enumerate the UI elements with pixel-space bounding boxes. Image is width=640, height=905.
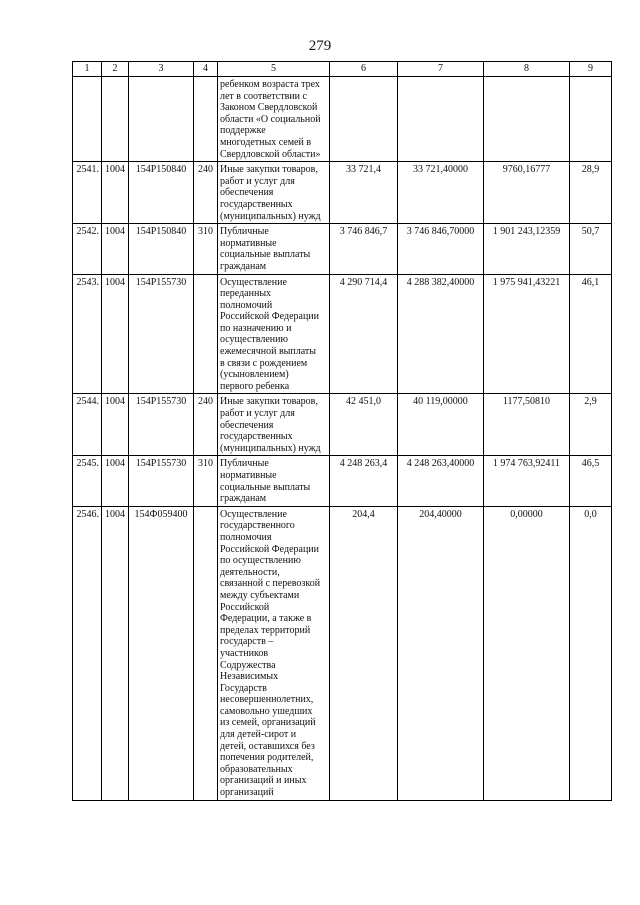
table-row [73, 274, 612, 394]
item-name-line: Российской Федерации [220, 311, 320, 323]
item-name-line: Осуществление [220, 276, 287, 288]
expense-type: 240 [194, 394, 218, 456]
planned-amount: 33 721,4 [330, 162, 398, 224]
item-name [218, 77, 330, 162]
executed-amount: 9760,16777 [484, 162, 570, 224]
item-name-line: в связи с рождением [220, 357, 308, 369]
planned-amount: 3 746 846,7 [330, 224, 398, 274]
column-number: 9 [570, 62, 612, 77]
planned-amount [330, 77, 398, 162]
target-article: 154P155730 [129, 274, 194, 394]
item-name-line: Российской Федерации [220, 543, 320, 555]
expense-type [194, 506, 218, 800]
item-name-line: государств – [220, 636, 274, 648]
item-name-line: области «О социальной [220, 113, 321, 125]
execution-percent [570, 77, 612, 162]
section-code [102, 77, 129, 162]
item-name [218, 274, 330, 394]
target-article: 154P150840 [129, 162, 194, 224]
execution-percent: 0,0 [570, 506, 612, 800]
column-number: 6 [330, 62, 398, 77]
budget-table [72, 61, 612, 801]
item-name-line: Содружества [220, 659, 276, 671]
item-name-line: работ и услуг для [220, 175, 295, 187]
item-name-line: переданных [220, 288, 272, 300]
row-index: 2545. [73, 456, 102, 506]
item-name [218, 456, 330, 506]
column-number: 1 [73, 62, 102, 77]
item-name-line: нормативные [220, 470, 277, 481]
executed-amount: 1177,50810 [484, 394, 570, 456]
item-name-line: первого ребенка [220, 380, 290, 392]
item-name-line: (муниципальных) нужд [220, 210, 321, 222]
approved-amount [398, 77, 484, 162]
item-name-line: между субъектами [220, 589, 300, 601]
item-name-line: Российской [220, 601, 270, 613]
executed-amount: 1 974 763,92411 [484, 456, 570, 506]
column-number: 5 [218, 62, 330, 77]
target-article [129, 77, 194, 162]
approved-amount: 40 119,00000 [398, 394, 484, 456]
item-name-line: Осуществление [220, 508, 287, 520]
item-name-line: попечения родителей, [220, 752, 314, 764]
item-name-line: государственного [220, 520, 295, 532]
item-name-line: осуществлению [220, 334, 288, 346]
row-index: 2543. [73, 274, 102, 394]
item-name-line: Федерации, а также в [220, 613, 312, 625]
item-name-line: образовательных [220, 763, 293, 775]
executed-amount: 1 901 243,12359 [484, 224, 570, 274]
table-row [73, 394, 612, 456]
item-name [218, 162, 330, 224]
section-code: 1004 [102, 456, 129, 506]
row-index [73, 77, 102, 162]
table-row [73, 456, 612, 506]
item-name-line: для детей-сирот и [220, 729, 297, 741]
item-name-line: самовольно ушедших [220, 705, 313, 717]
table-row [73, 162, 612, 224]
expense-type: 310 [194, 224, 218, 274]
item-name-line: ребенком возраста трех [220, 79, 320, 90]
item-name-line: детей, оставшихся без [220, 740, 315, 752]
item-name-line: из семей, организаций [220, 717, 316, 729]
item-name-line: по назначению и [220, 322, 292, 334]
item-name [218, 394, 330, 456]
item-name-line: связанной с перевозкой [220, 578, 321, 590]
planned-amount: 4 290 714,4 [330, 274, 398, 394]
approved-amount: 204,40000 [398, 506, 484, 800]
section-code: 1004 [102, 394, 129, 456]
table-row [73, 224, 612, 274]
item-name-line: организаций [220, 787, 274, 799]
row-index: 2544. [73, 394, 102, 456]
item-name-line: ежемесячной выплаты [220, 346, 316, 358]
target-article: 154P155730 [129, 456, 194, 506]
item-name-line: обеспечения [220, 419, 274, 431]
item-name-line: государственных [220, 431, 293, 443]
item-name-line: Иные закупки товаров, [220, 164, 318, 176]
target-article: 154P155730 [129, 394, 194, 456]
row-index: 2541. [73, 162, 102, 224]
item-name-line: государственных [220, 198, 293, 210]
approved-amount: 4 248 263,40000 [398, 456, 484, 506]
item-name-line: несовершеннолетних, [220, 694, 314, 706]
execution-percent: 2,9 [570, 394, 612, 456]
item-name-line: по осуществлению [220, 555, 301, 567]
section-code: 1004 [102, 162, 129, 224]
execution-percent: 46,5 [570, 456, 612, 506]
item-name-line: поддержке [220, 125, 266, 137]
target-article: 154P150840 [129, 224, 194, 274]
item-name-line: деятельности, [220, 566, 280, 578]
item-name-line: нормативные [220, 237, 277, 249]
table-body [73, 62, 612, 801]
planned-amount: 204,4 [330, 506, 398, 800]
item-name-line: организаций и иных [220, 775, 307, 787]
item-name-line: социальные выплаты [220, 481, 311, 493]
item-name-line: (усыновлением) [220, 369, 289, 381]
expense-type [194, 77, 218, 162]
item-name-line: гражданам [220, 493, 267, 505]
item-name-line: Законом Свердловской [220, 102, 318, 114]
column-number: 2 [102, 62, 129, 77]
item-name-line: лет в соответствии с [220, 90, 307, 102]
item-name-line: многодетных семей в [220, 136, 312, 148]
page-number: 279 [308, 38, 332, 54]
planned-amount: 42 451,0 [330, 394, 398, 456]
expense-type [194, 274, 218, 394]
column-number: 7 [398, 62, 484, 77]
column-number: 3 [129, 62, 194, 77]
section-code: 1004 [102, 274, 129, 394]
item-name-line: полномочия [220, 531, 272, 543]
table-row [73, 77, 612, 162]
approved-amount: 4 288 382,40000 [398, 274, 484, 394]
column-number: 4 [194, 62, 218, 77]
executed-amount [484, 77, 570, 162]
planned-amount: 4 248 263,4 [330, 456, 398, 506]
item-name-line: участников [220, 647, 269, 659]
item-name-line: пределах территорий [220, 624, 311, 636]
item-name-line: Государств [220, 682, 267, 694]
item-name-line: Публичные [220, 458, 269, 470]
item-name-line: Иные закупки товаров, [220, 396, 318, 408]
execution-percent: 46,1 [570, 274, 612, 394]
item-name-line: Свердловской области» [220, 148, 321, 160]
item-name-line: (муниципальных) нужд [220, 442, 321, 454]
expense-type: 310 [194, 456, 218, 506]
approved-amount: 33 721,40000 [398, 162, 484, 224]
table-row [73, 506, 612, 800]
expense-type: 240 [194, 162, 218, 224]
item-name-line: работ и услуг для [220, 408, 295, 420]
item-name-line: полномочий [220, 299, 273, 311]
item-name-line: социальные выплаты [220, 249, 311, 261]
item-name-line: Публичные [220, 226, 269, 238]
execution-percent: 50,7 [570, 224, 612, 274]
column-number-row [73, 62, 612, 77]
section-code: 1004 [102, 506, 129, 800]
executed-amount: 1 975 941,43221 [484, 274, 570, 394]
column-number: 8 [484, 62, 570, 77]
executed-amount: 0,00000 [484, 506, 570, 800]
item-name [218, 224, 330, 274]
execution-percent: 28,9 [570, 162, 612, 224]
section-code: 1004 [102, 224, 129, 274]
approved-amount: 3 746 846,70000 [398, 224, 484, 274]
row-index: 2542. [73, 224, 102, 274]
row-index: 2546. [73, 506, 102, 800]
target-article: 154Ф059400 [129, 506, 194, 800]
item-name [218, 506, 330, 800]
item-name-line: Независимых [220, 671, 279, 683]
item-name-line: обеспечения [220, 187, 274, 199]
item-name-line: гражданам [220, 260, 267, 272]
